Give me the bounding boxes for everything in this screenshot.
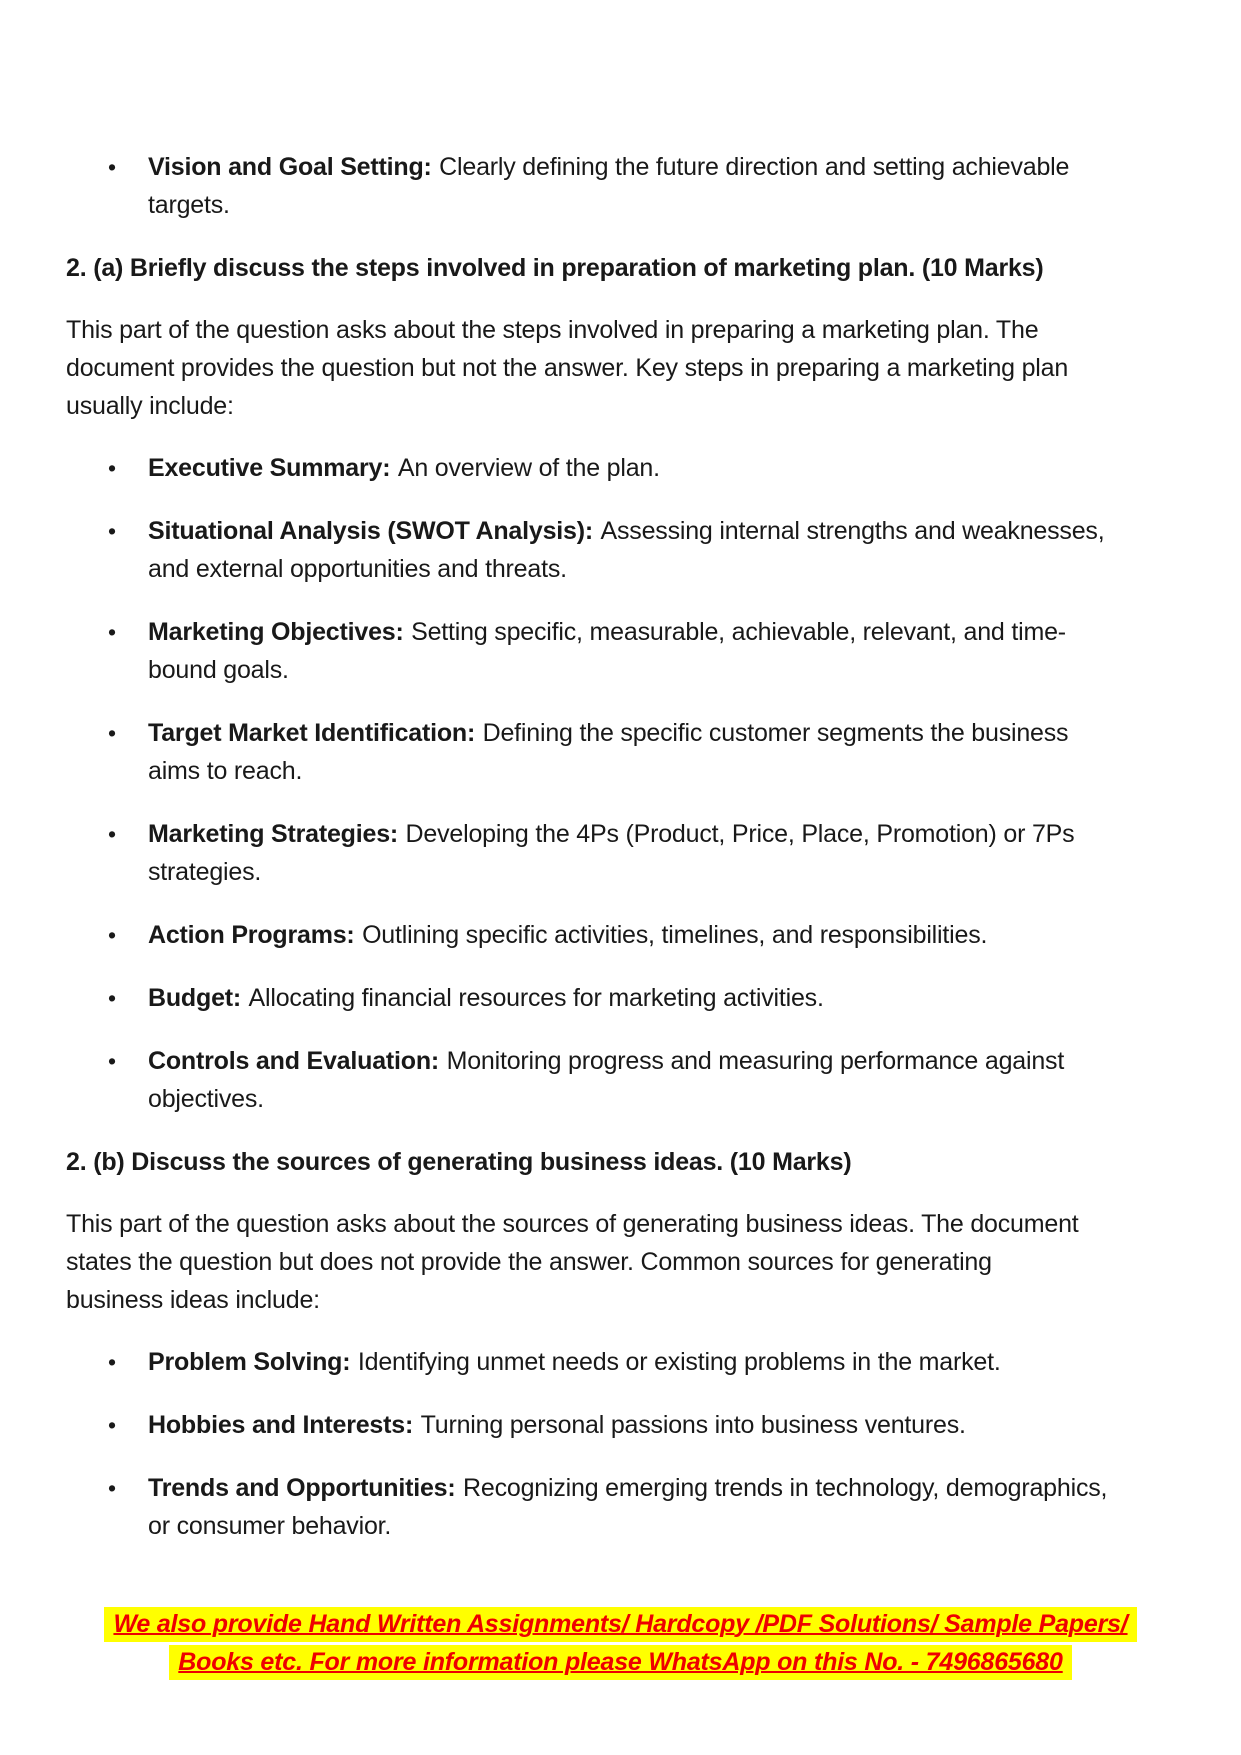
- section-b-bullet-list: [66, 1343, 1175, 1545]
- bullet-line: [148, 714, 1175, 752]
- bullet-label: Problem Solving:: [148, 1348, 351, 1376]
- bullet-text: Recognizing emerging trends in technology, demographics,: [463, 1474, 1108, 1502]
- bullet-line: [148, 449, 1175, 487]
- bullet-label: Vision and Goal Setting:: [148, 153, 432, 181]
- bullet-text: objectives.: [148, 1085, 264, 1113]
- bullet-text: Assessing internal strengths and weaknesses,: [600, 517, 1105, 545]
- bullet-text: targets.: [148, 191, 230, 219]
- question-2b-heading: 2. (b) Discuss the sources of generating business ideas. (10 Marks): [66, 1148, 852, 1176]
- paragraph-line: This part of the question asks about the sources of generating business ideas. The document: [66, 1210, 1079, 1238]
- bullet-text: Turning personal passions into business ventures.: [420, 1411, 966, 1439]
- bullet-item: [66, 1406, 1175, 1444]
- bullet-text: or consumer behavior.: [148, 1512, 392, 1540]
- bullet-line: [148, 512, 1175, 550]
- bullet-item: [66, 1469, 1175, 1545]
- bullet-line: [148, 148, 1175, 186]
- bullet-item: [66, 148, 1175, 224]
- bullet-line: [148, 1406, 1175, 1444]
- section-a-bullet-list: [66, 449, 1175, 1118]
- bullet-label: Controls and Evaluation:: [148, 1047, 440, 1075]
- paragraph-line: document provides the question but not the answer. Key steps in preparing a marketing plan: [66, 354, 1069, 382]
- bullet-text: bound goals.: [148, 656, 289, 684]
- bullet-label: Executive Summary:: [148, 454, 391, 482]
- bullet-item: [66, 1042, 1175, 1118]
- bullet-label: Hobbies and Interests:: [148, 1411, 414, 1439]
- bullet-text: aims to reach.: [148, 757, 303, 785]
- promo-banner-row: [66, 1605, 1175, 1643]
- bullet-line: [148, 815, 1175, 853]
- paragraph-line: business ideas include:: [66, 1286, 320, 1314]
- bullet-text: An overview of the plan.: [397, 454, 660, 482]
- promo-banner-row: [66, 1643, 1175, 1681]
- bullet-text: Monitoring progress and measuring performance against: [446, 1047, 1065, 1075]
- bullet-line: [148, 613, 1175, 651]
- bullet-item: [66, 1343, 1175, 1381]
- bullet-label: Situational Analysis (SWOT Analysis):: [148, 517, 593, 545]
- bullet-text: Defining the specific customer segments the business: [482, 719, 1069, 747]
- bullet-item: [66, 613, 1175, 689]
- bullet-text: Clearly defining the future direction and setting achievable: [439, 153, 1070, 181]
- bullet-line: [148, 979, 1175, 1017]
- bullet-line: [148, 916, 1175, 954]
- bullet-item: [66, 979, 1175, 1017]
- paragraph-line: This part of the question asks about the steps involved in preparing a marketing plan. The: [66, 316, 1039, 344]
- bullet-text: Developing the 4Ps (Product, Price, Place, Promotion) or 7Ps: [405, 820, 1075, 848]
- bullet-label: Action Programs:: [148, 921, 355, 949]
- promo-banner-line: We also provide Hand Written Assignments/ Hardcopy /PDF Solutions/ Sample Papers/: [104, 1607, 1136, 1642]
- bullet-text: Outlining specific activities, timelines, and responsibilities.: [362, 921, 988, 949]
- bullet-text: and external opportunities and threats.: [148, 555, 567, 583]
- bullet-item: [66, 916, 1175, 954]
- bullet-label: Marketing Objectives:: [148, 618, 404, 646]
- bullet-label: Trends and Opportunities:: [148, 1474, 456, 1502]
- question-2a-heading: 2. (a) Briefly discuss the steps involved in preparation of marketing plan. (10 Marks): [66, 254, 1044, 282]
- section-b-paragraph: [66, 1205, 1175, 1319]
- bullet-line: [148, 1343, 1175, 1381]
- bullet-line: [148, 1469, 1175, 1507]
- section-a-paragraph: [66, 311, 1175, 425]
- promo-banner: [66, 1605, 1175, 1681]
- bullet-label: Budget:: [148, 984, 242, 1012]
- bullet-text: strategies.: [148, 858, 262, 886]
- bullet-text: Allocating financial resources for marketing activities.: [248, 984, 824, 1012]
- bullet-text: Identifying unmet needs or existing problems in the market.: [357, 1348, 1001, 1376]
- bullet-item: [66, 449, 1175, 487]
- paragraph-line: states the question but does not provide the answer. Common sources for generating: [66, 1248, 992, 1276]
- bullet-text: Setting specific, measurable, achievable, relevant, and time-: [411, 618, 1066, 646]
- bullet-label: Marketing Strategies:: [148, 820, 399, 848]
- intro-bullet-list: [66, 148, 1175, 224]
- paragraph-line: usually include:: [66, 392, 234, 420]
- bullet-item: [66, 815, 1175, 891]
- bullet-item: [66, 512, 1175, 588]
- bullet-item: [66, 714, 1175, 790]
- promo-banner-line: Books etc. For more information please WhatsApp on this No. - 7496865680: [169, 1645, 1071, 1680]
- bullet-label: Target Market Identification:: [148, 719, 476, 747]
- bullet-line: [148, 1042, 1175, 1080]
